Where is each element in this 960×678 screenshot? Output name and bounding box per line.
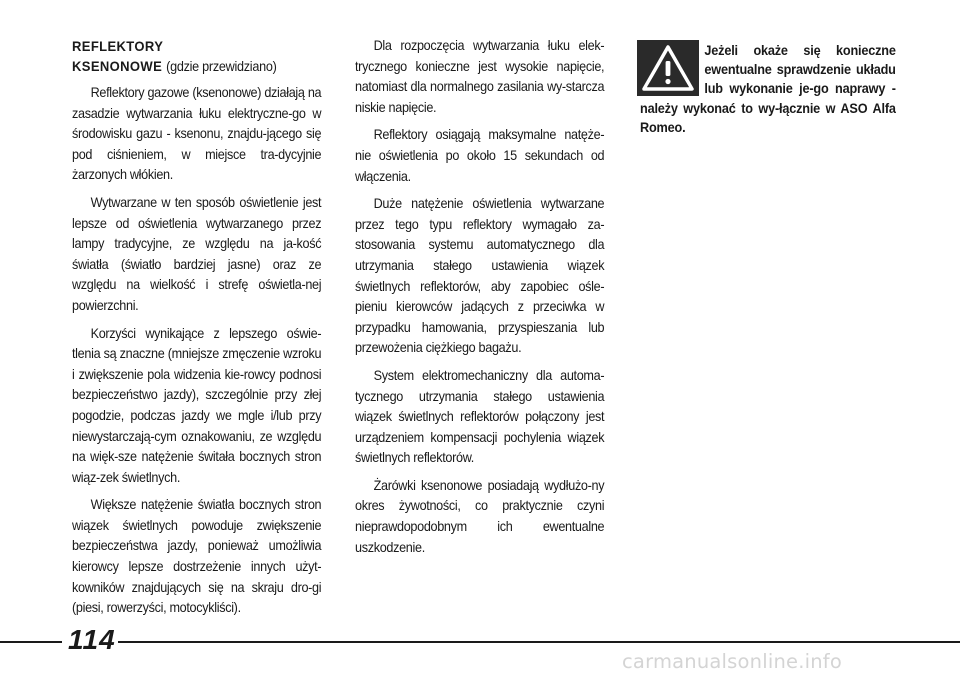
warning-text: Jeżeli okaże się konieczne ewentualne sprawdzenie układu lub wykonanie je-go naprawy - należy wykonać to wy-łącznie w ASO Alfa Romeo. <box>640 43 896 135</box>
paragraph: Żarówki ksenonowe posiadają wydłużo-ny okres żywotności, co praktycznie czyni nieprawdopodobnym ich ewentualne uszkodzenie. <box>355 477 605 555</box>
watermark: carmanualsonline.info <box>622 650 842 673</box>
warning-text-block <box>640 41 896 137</box>
paragraph: System elektromechaniczny dla automa-tycznego utrzymania stałego ustawienia wiązek świetlnych reflektorów połączony jest urządzeniem kompensacji pochylenia wiązek świetlnych reflektorów. <box>355 367 605 466</box>
paragraph: Dla rozpoczęcia wytwarzania łuku elek-trycznego konieczne jest wysokie napięcie, natomiast dla normalnego zasilania wy-starcza niskie napięcie. <box>355 38 605 115</box>
paragraph: Duże natężenie oświetlenia wytwarzane przez tego typu reflektory wymagało za-stosowania systemu automatycznego dla utrzymania stałego ustawienia wiązek świetlnych reflektorów, aby zapobiec ośle-pieniu kierowców jadących z przeciwka w przypadku hamowania, przyspieszania lub przewożenia ciężkiego bagażu. <box>355 196 605 356</box>
column-middle <box>355 36 604 565</box>
section-heading <box>72 36 321 77</box>
footer-rule-right <box>118 641 960 643</box>
footer-rule-left <box>0 641 62 643</box>
paragraph: Reflektory osiągają maksymalne natęże-nie oświetlenia po około 15 sekundach od włączenia. <box>355 127 605 184</box>
section-title-note: (gdzie przewidziano) <box>166 59 277 74</box>
paragraph: Wytwarzane w ten sposób oświetlenie jest lepsze od oświetlenia wytwarzanego przez lampy tradycyjne, ze względu na ja-kość światła (światło bardziej jasne) oraz ze względu na wielkość i strefę oświetla-nej powierzchni. <box>72 194 322 313</box>
page-number: 114 <box>68 624 116 655</box>
paragraph: Większe natężenie światła bocznych stron wiązek świetlnych powoduje zwiększenie bezpieczeństwa jazdy, ponieważ umożliwia kierowcy lepsze dostrzeżenie innych użyt-kowników znajdujących się na skraju dro-gi (piesi, rowerzyści, motocykliści). <box>72 497 322 616</box>
paragraph: Reflektory gazowe (ksenonowe) działają na zasadzie wytwarzania łuku elektryczne-go w środowisku gazu - ksenonu, znajdu-jącego się pod ciśnieniem, w miejsce tra-dycyjnie żarzonych włókien. <box>72 85 322 183</box>
icon-spacer <box>640 41 704 97</box>
section-title-line1: REFLEKTORY <box>72 38 164 54</box>
column-left <box>72 36 321 626</box>
paragraph: Korzyści wynikające z lepszego oświe-tlenia są znaczne (mniejsze zmęczenie wzroku i zwiększenie pola widzenia kie-rowcy podnosi bezpieczeństwo jazdy), szczególnie przy złej pogodzie, podczas jazdy we mgle i/lub przy niewystarczają-cym oznakowaniu, ze względu na więk-sze natężenie świtała bocznych stron wiąz-zek świetlnych. <box>72 325 322 485</box>
section-title-line2: KSENONOWE <box>72 58 163 74</box>
